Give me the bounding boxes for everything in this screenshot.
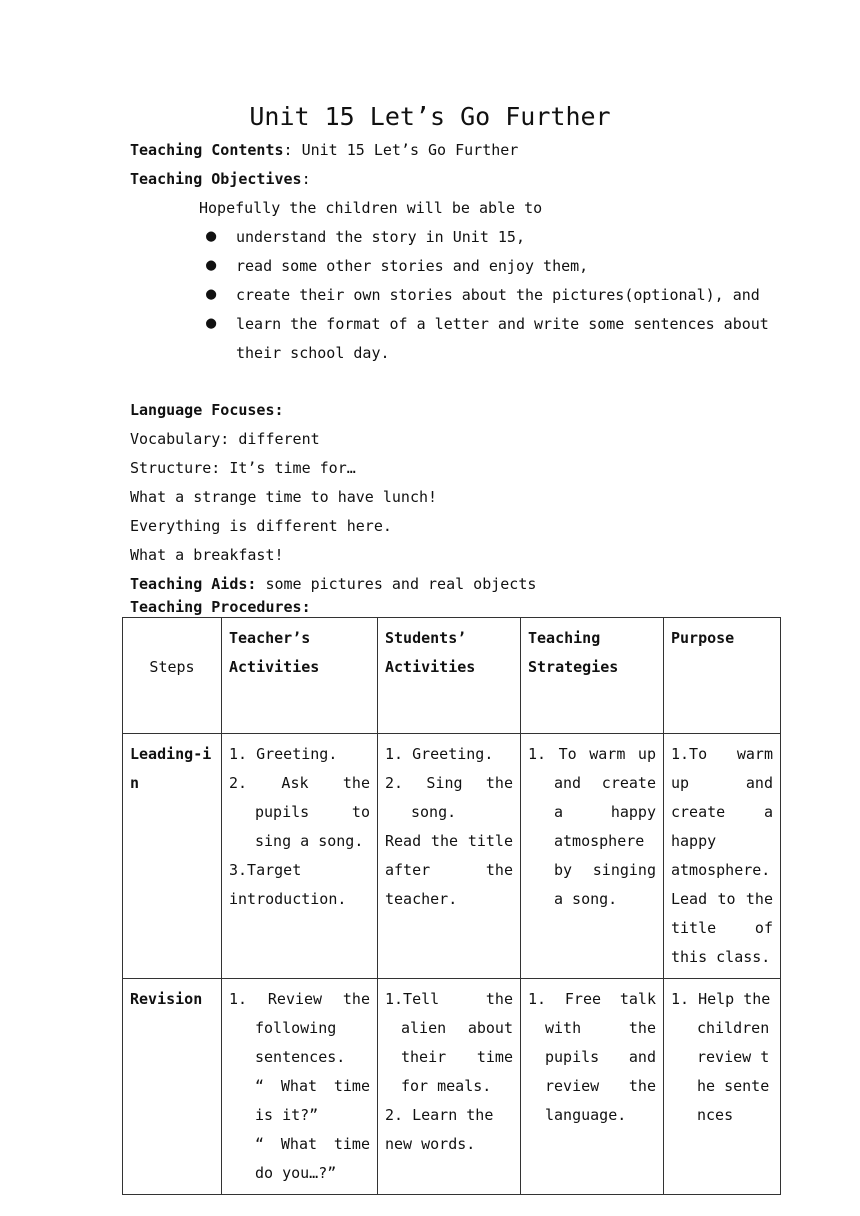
- header-teacher-activities: Teacher’s Activities: [222, 618, 378, 734]
- cell-line: 1. Greeting.: [385, 745, 494, 763]
- cell-line: 3.Target introduction.: [229, 861, 347, 908]
- teaching-objectives-separator: :: [301, 170, 311, 188]
- cell-line: 1. To warm up and create a happy atmosphere by singing a song.: [528, 745, 656, 908]
- purpose-cell: [664, 979, 781, 1195]
- teaching-contents-label: Teaching Contents: [130, 141, 284, 159]
- teaching-objectives-line: [130, 170, 311, 188]
- teaching-contents-line: [130, 141, 518, 159]
- language-focuses-label: Language Focuses:: [130, 401, 284, 419]
- objective-item: understand the story in Unit 15,: [236, 228, 525, 246]
- cell-line: 1.Tell the alien about their time for meals.: [385, 990, 513, 1095]
- focus-line: What a breakfast!: [130, 546, 284, 564]
- row-step: Revision: [123, 979, 222, 1195]
- teaching-strategies-cell: [521, 979, 664, 1195]
- cell-line: 1. Free talk with the pupils and review the language.: [528, 990, 656, 1124]
- cell-line: “ What time do you…?”: [255, 1135, 370, 1182]
- teaching-aids-value: some pictures and real objects: [256, 575, 537, 593]
- focus-line: Structure: It’s time for…: [130, 459, 356, 477]
- cell-line: 1. Greeting.: [229, 745, 338, 763]
- table-row: [123, 734, 781, 979]
- objective-item: learn the format of a letter and write some sentences about: [236, 315, 769, 333]
- header-students-activities: Students’ Activities: [378, 618, 521, 734]
- cell-line: Read the title after the teacher.: [385, 832, 513, 908]
- teacher-activities-cell: [222, 979, 378, 1195]
- row-step: Leading-in: [123, 734, 222, 979]
- header-purpose: Purpose: [664, 618, 781, 734]
- cell-line: 2. Ask the pupils to sing a song.: [229, 774, 370, 850]
- objective-item: create their own stories about the pictures(optional), and: [236, 286, 760, 304]
- cell-line: 1. Review the following sentences.: [229, 990, 370, 1066]
- teaching-aids-label: Teaching Aids:: [130, 575, 257, 593]
- page-title: Unit 15 Let’s Go Further: [249, 102, 611, 131]
- bullet-icon: ●: [206, 284, 217, 304]
- bullet-icon: ●: [206, 255, 217, 275]
- table-header-row: [123, 618, 781, 734]
- objectives-intro: Hopefully the children will be able to: [199, 199, 543, 217]
- cell-line: 2. Learn the new words.: [385, 1106, 494, 1153]
- students-activities-cell: [378, 734, 521, 979]
- focus-line: Vocabulary: different: [130, 430, 320, 448]
- header-teaching-strategies: Teaching Strategies: [521, 618, 664, 734]
- teaching-contents-separator: :: [283, 141, 293, 159]
- cell-line: 1.To warm up and create a happy atmosphere. Lead to the title of this class.: [671, 745, 773, 966]
- teaching-aids-line: [130, 575, 536, 593]
- focus-line: Everything is different here.: [130, 517, 392, 535]
- objective-item-continuation: their school day.: [236, 344, 390, 362]
- bullet-icon: ●: [206, 313, 217, 333]
- teaching-strategies-cell: [521, 734, 664, 979]
- students-activities-cell: [378, 979, 521, 1195]
- objective-item: read some other stories and enjoy them,: [236, 257, 589, 275]
- teaching-objectives-label: Teaching Objectives: [130, 170, 302, 188]
- cell-line: 2. Sing the song.: [385, 774, 513, 821]
- procedures-table: [122, 617, 781, 1195]
- teaching-procedures-label: Teaching Procedures:: [130, 598, 311, 616]
- cell-line: “ What time is it?”: [255, 1077, 370, 1124]
- cell-line: 1. Help the children review the sentences: [671, 990, 771, 1124]
- bullet-icon: ●: [206, 226, 217, 246]
- teacher-activities-cell: [222, 734, 378, 979]
- focus-line: What a strange time to have lunch!: [130, 488, 438, 506]
- teaching-contents-value: Unit 15 Let’s Go Further: [292, 141, 519, 159]
- purpose-cell: [664, 734, 781, 979]
- header-steps: Steps: [123, 618, 222, 734]
- table-row: [123, 979, 781, 1195]
